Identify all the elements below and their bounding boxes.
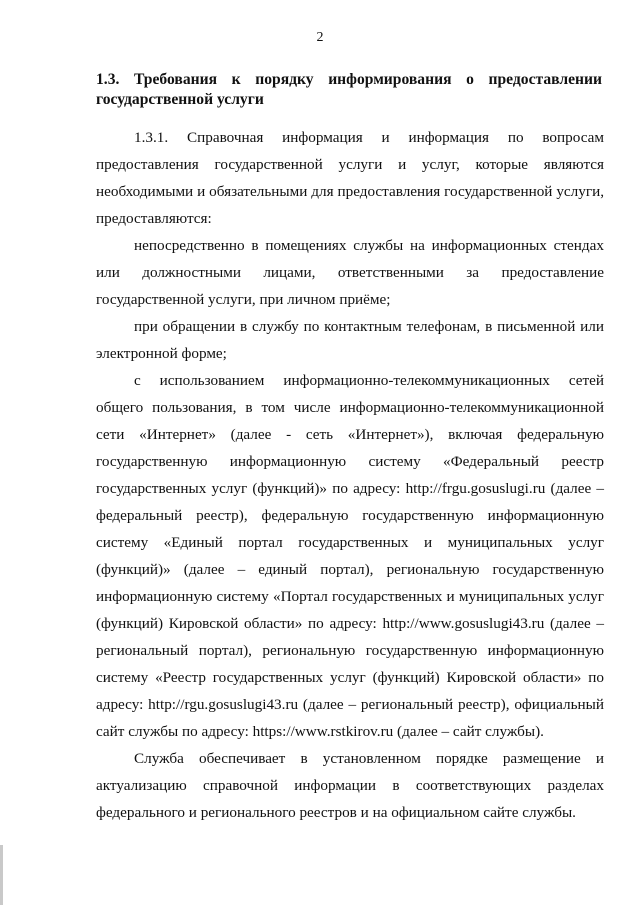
paragraph-premises: непосредственно в помещениях службы на информационных стендах или должностными лицами, ответственными за предоставление государственной услуги, при личном приёме; [96, 237, 604, 308]
scan-edge-mark [0, 845, 3, 905]
paragraph-reference-info: 1.3.1. Справочная информация и информация по вопросам предоставления государственной услуги и услуг, которые являются необходимыми и обязательными для предоставления государственной услуги, предоставляются: [96, 129, 604, 227]
paragraph-internet: с использованием информационно-телекоммуникационных сетей общего пользования, в том числе информационно-телекоммуникационной сети «Интернет» (далее - сеть «Интернет»), включая федеральную государственную информационную систему «Федеральный реестр государственных услуг (функций)» по адресу: http://frgu.gosuslugi.ru (далее – федеральный реестр), федеральную государственную информационную систему «Единый портал государственных и муниципальных услуг (функций)» (далее – единый портал), региональную государственную информационную систему «Портал государственных и муниципальных услуг (функций) Кировской области» по адресу: http://www.gosuslugi43.ru (далее – региональный портал), региональную государственную информационную систему «Реестр государственных услуг (функций) Кировской области» по адресу: http://rgu.gosuslugi43.ru (далее – региональный реестр), официальный сайт службы по адресу: https://www.rstkirov.ru (далее – сайт службы). [96, 372, 604, 740]
paragraph-service-duty: Служба обеспечивает в установленном порядке размещение и актуализацию справочной информации в соответствующих разделах федерального и регионального реестров и на официальном сайте службы. [96, 750, 604, 821]
paragraph-phone: при обращении в службу по контактным телефонам, в письменной или электронной форме; [96, 318, 604, 362]
body-text [96, 124, 604, 826]
section-heading: 1.3. Требования к порядку информирования о предоставлении государственной услуги [96, 71, 602, 108]
page-number: 2 [316, 30, 324, 45]
